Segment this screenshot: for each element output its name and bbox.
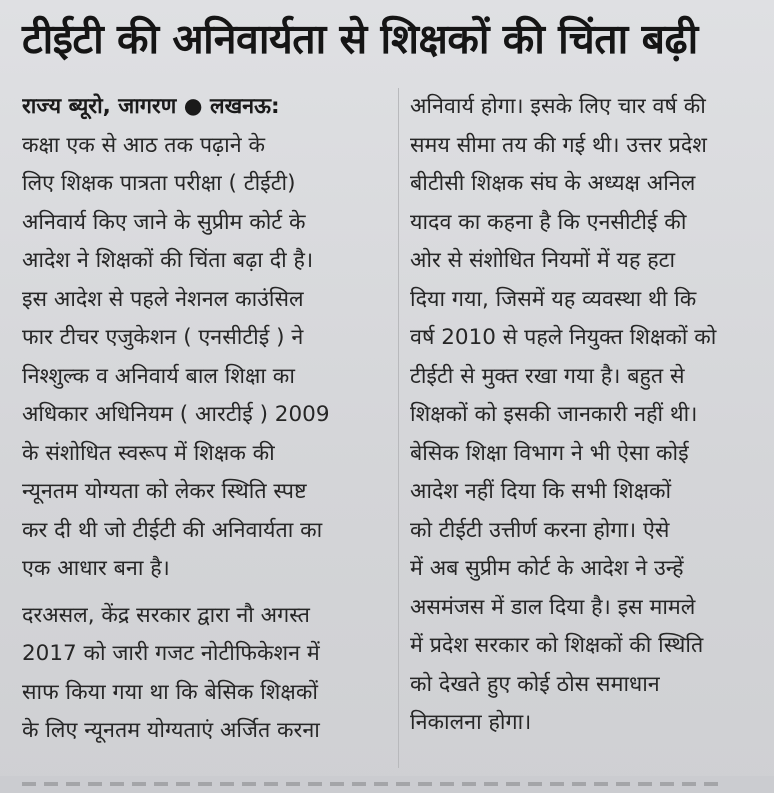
left-column-line: के लिए न्यूनतम योग्यताएं अर्जित करना <box>22 718 320 743</box>
dateline: राज्य ब्यूरो, जागरण ● लखनऊ: <box>22 94 280 119</box>
left-column-line: अधिकार अधिनियम ( आरटीई ) 2009 <box>22 402 330 427</box>
right-column-line: असमंजस में डाल दिया है। इस मामले <box>410 594 696 620</box>
right-column-line: आदेश नहीं दिया कि सभी शिक्षकों <box>410 479 672 504</box>
right-column-line: समय सीमा तय की गई थी। उत्तर प्रदेश <box>410 132 707 158</box>
left-column-line: आदेश ने शिक्षकों की चिंता बढ़ा दी है। <box>22 248 314 273</box>
right-column-line: बेसिक शिक्षा विभाग ने भी ऐसा कोई <box>410 440 689 466</box>
left-column-line: न्यूनतम योग्यता को लेकर स्थिति स्पष्ट <box>22 479 307 504</box>
right-column-line: में अब सुप्रीम कोर्ट के आदेश ने उन्हें <box>410 556 684 581</box>
right-column-line: को टीईटी उत्तीर्ण करना होगा। ऐसे <box>410 517 670 543</box>
left-column-line: लिए शिक्षक पात्रता परीक्षा ( टीईटी) <box>22 171 296 196</box>
left-column-line: निश्शुल्क व अनिवार्य बाल शिक्षा का <box>22 363 295 389</box>
cut-off-text-strip <box>0 776 774 793</box>
right-column-line: अनिवार्य होगा। इसके लिए चार वर्ष की <box>410 94 706 119</box>
right-column-line: में प्रदेश सरकार को शिक्षकों की स्थिति <box>410 633 704 658</box>
left-column-line: अनिवार्य किए जाने के सुप्रीम कोर्ट के <box>22 209 306 235</box>
left-column-line: कर दी थी जो टीईटी की अनिवार्यता का <box>22 517 323 543</box>
left-column-line: साफ किया गया था कि बेसिक शिक्षकों <box>22 679 318 705</box>
right-column <box>410 88 765 743</box>
right-column-line: निकालना होगा। <box>410 710 532 735</box>
right-column-line: बीटीसी शिक्षक संघ के अध्यक्ष अनिल <box>410 171 696 196</box>
right-column-line: टीईटी से मुक्त रखा गया है। बहुत से <box>410 363 685 389</box>
column-divider <box>398 88 399 768</box>
right-column-line: यादव का कहना है कि एनसीटीई की <box>410 209 687 235</box>
left-column <box>22 88 390 751</box>
left-column-line: फार टीचर एजुकेशन ( एनसीटीई ) ने <box>22 325 304 350</box>
left-column-line: दरअसल, केंद्र सरकार द्वारा नौ अगस्त <box>22 602 310 628</box>
headline: टीईटी की अनिवार्यता से शिक्षकों की चिंता बढ़ी <box>22 15 698 63</box>
right-column-line: ओर से संशोधित नियमों में यह हटा <box>410 248 676 273</box>
right-column-line: शिक्षकों को इसकी जानकारी नहीं थी। <box>410 402 698 427</box>
left-column-line: 2017 को जारी गजट नोटीफिकेशन में <box>22 641 320 666</box>
right-column-line: वर्ष 2010 से पहले नियुक्त शिक्षकों को <box>410 325 717 350</box>
left-column-line: कक्षा एक से आठ तक पढ़ाने के <box>22 132 265 158</box>
left-column-line: इस आदेश से पहले नेशनल काउंसिल <box>22 286 304 312</box>
left-column-line: के संशोधित स्वरूप में शिक्षक की <box>22 440 275 466</box>
right-column-line: को देखते हुए कोई ठोस समाधान <box>410 671 660 697</box>
paragraph-gap <box>22 589 390 597</box>
left-column-line: एक आधार बना है। <box>22 556 170 581</box>
right-column-line: दिया गया, जिसमें यह व्यवस्था थी कि <box>410 286 697 312</box>
